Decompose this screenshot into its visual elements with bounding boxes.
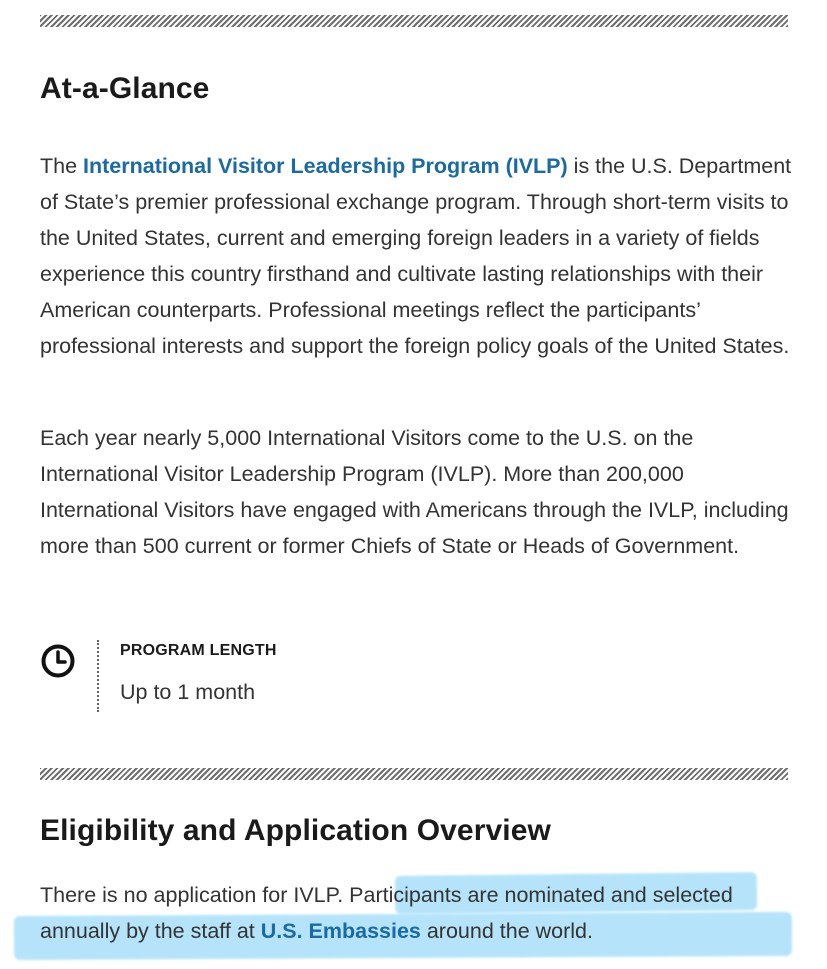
program-description-paragraph xyxy=(40,148,800,364)
section-divider xyxy=(40,15,788,27)
program-length-label: PROGRAM LENGTH xyxy=(120,642,277,659)
clock-icon xyxy=(40,643,76,679)
section-divider xyxy=(40,768,788,780)
program-length-value: Up to 1 month xyxy=(120,680,256,704)
paragraph-text: There is no application for IVLP. Participants are nominated and selected annually by the staff at xyxy=(40,883,733,943)
program-stats-paragraph: Each year nearly 5,000 International Visitors come to the U.S. on the International Visitor Leadership Program (IVLP). More than 200,000 International Visitors have engaged with Americans through the IVLP, including more than 500 current or former Chiefs of State or Heads of Government. xyxy=(40,426,789,558)
eligibility-paragraph xyxy=(40,877,800,949)
section-heading-at-a-glance: At-a-Glance xyxy=(40,72,210,105)
paragraph-text: The xyxy=(40,154,84,178)
ivlp-link[interactable]: International Visitor Leadership Program (IVLP) xyxy=(83,154,568,178)
paragraph-text: is the U.S. Department of State’s premier professional exchange program. Through short-term visits to the United States, current and emerging foreign leaders in a variety of fields experience this country firsthand and cultivate lasting relationships with their American counterparts. Professional meetings reflect the participants’ professional interests and support the foreign policy goals of the United States. xyxy=(40,154,792,358)
section-heading-eligibility: Eligibility and Application Overview xyxy=(40,814,551,847)
program-length-separator xyxy=(97,640,99,712)
us-embassies-link[interactable]: U.S. Embassies xyxy=(260,919,421,943)
paragraph-text: around the world. xyxy=(420,919,593,943)
